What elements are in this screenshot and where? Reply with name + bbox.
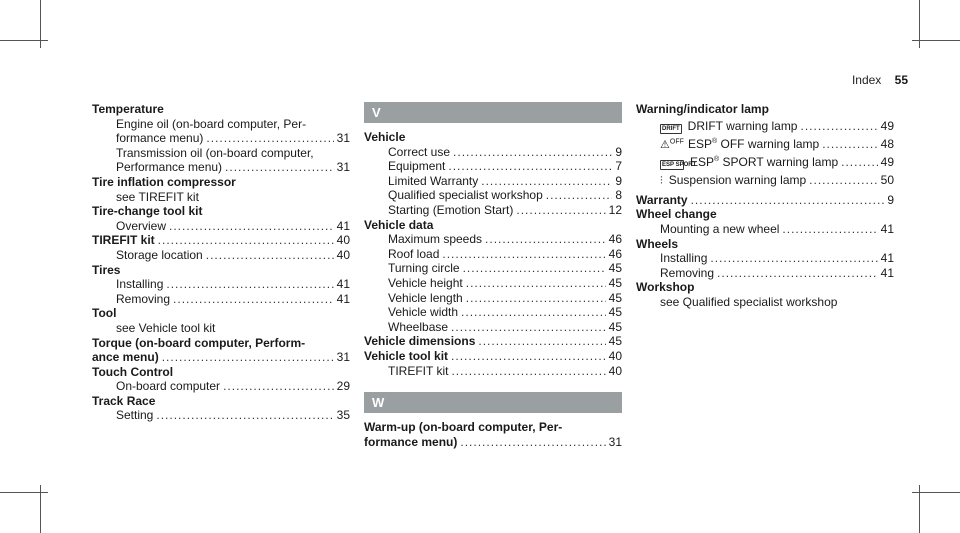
crop-mark — [0, 40, 48, 41]
index-entry[interactable]: DRIFT DRIFT warning lamp ..... 49 — [636, 119, 894, 134]
index-entry[interactable]: Vehicle dimensions ..... 45 — [364, 334, 622, 349]
index-entry[interactable]: Overview ..... 41 — [92, 219, 350, 234]
see-reference[interactable]: see Vehicle tool kit — [116, 320, 216, 335]
index-entry[interactable]: Removing ..... 41 — [636, 266, 894, 281]
index-entry[interactable]: Qualified specialist workshop ..... 8 — [364, 188, 622, 203]
page-header — [852, 73, 908, 87]
index-entry[interactable]: formance menu) ..... 31 — [92, 131, 350, 146]
index-heading: Tires — [92, 262, 121, 277]
index-heading: Track Race — [92, 393, 156, 408]
index-heading: Wheel change — [636, 207, 717, 222]
suspension-lamp-icon: ⫶ — [660, 175, 663, 188]
drift-lamp-icon: DRIFT — [662, 125, 680, 132]
see-reference[interactable]: see TIREFIT kit — [116, 189, 199, 204]
index-entry[interactable]: Vehicle tool kit ..... 40 — [364, 349, 622, 364]
index-heading: Vehicle — [364, 130, 406, 144]
index-entry[interactable]: Performance menu) ..... 31 — [92, 160, 350, 175]
index-entry[interactable]: Vehicle width ..... 45 — [364, 305, 622, 320]
index-heading: Warning/indicator lamp — [636, 102, 769, 116]
index-entry[interactable]: Starting (Emotion Start) ..... 12 — [364, 203, 622, 218]
index-entry[interactable]: Roof load ..... 46 — [364, 247, 622, 262]
index-entry-line: Engine oil (on-board computer, Per- — [116, 116, 307, 131]
index-entry[interactable]: Correct use ..... 9 — [364, 145, 622, 160]
esp-sport-lamp-icon: ESP SPORT — [662, 162, 697, 169]
index-entry[interactable]: Vehicle height ..... 45 — [364, 276, 622, 291]
index-entry-line: Transmission oil (on-board computer, — [116, 145, 314, 160]
index-entry[interactable]: ⚠$^{OFF}$ ESP® OFF warning lamp ..... 48 — [636, 137, 894, 153]
index-heading: Wheels — [636, 236, 679, 251]
index-entry[interactable]: TIREFIT kit ..... 40 — [92, 233, 350, 248]
esp-off-lamp-icon: ⚠$^{OFF}$ — [660, 137, 684, 151]
index-entry[interactable]: Storage location ..... 40 — [92, 248, 350, 263]
index-heading: Tool — [92, 306, 117, 321]
letter-section-w: W — [364, 392, 622, 413]
index-entry[interactable]: Installing ..... 41 — [92, 277, 350, 292]
index-entry[interactable]: Limited Warranty ..... 9 — [364, 174, 622, 189]
index-entry[interactable]: Installing ..... 41 — [636, 251, 894, 266]
index-entry[interactable]: Equipment ..... 7 — [364, 159, 622, 174]
header-label: Index — [851, 73, 882, 87]
see-reference[interactable]: see Qualified specialist workshop — [660, 294, 838, 309]
index-entry[interactable]: Warranty ..... 9 — [636, 193, 894, 208]
index-entry[interactable]: Setting ..... 35 — [92, 408, 350, 423]
index-heading: Tire-change tool kit — [92, 204, 203, 219]
index-entry[interactable]: TIREFIT kit ..... 40 — [364, 364, 622, 379]
page-number: 55 — [894, 73, 908, 87]
index-heading: Warm-up (on-board computer, Per- — [364, 420, 563, 435]
index-heading: Tire inflation compressor — [92, 174, 236, 189]
crop-mark — [912, 492, 960, 493]
index-entry[interactable]: Maximum speeds ..... 46 — [364, 232, 622, 247]
index-heading: Vehicle data — [364, 217, 434, 232]
index-heading: Workshop — [636, 280, 695, 295]
index-column-2 — [364, 102, 622, 449]
index-entry[interactable]: On-board computer ..... 29 — [92, 379, 350, 394]
crop-mark — [0, 492, 48, 493]
index-heading: Touch Control — [92, 364, 174, 379]
letter-section-v: V — [364, 102, 622, 123]
index-entry[interactable]: Vehicle length ..... 45 — [364, 291, 622, 306]
index-entry[interactable]: Turning circle ..... 45 — [364, 261, 622, 276]
crop-mark — [912, 40, 960, 41]
index-entry[interactable]: formance menu) ..... 31 — [364, 435, 622, 450]
index-entry[interactable]: ⫶ Suspension warning lamp ..... 50 — [636, 173, 894, 189]
index-entry[interactable]: Removing ..... 41 — [92, 292, 350, 307]
index-entry[interactable]: ance menu) ..... 31 — [92, 350, 350, 365]
index-entry[interactable]: Wheelbase ..... 45 — [364, 320, 622, 335]
index-entry[interactable]: ESP SPORT ESP® SPORT warning lamp ..... 49 — [636, 155, 894, 170]
index-column-3 — [636, 102, 894, 310]
index-heading: Torque (on-board computer, Perform- — [92, 335, 306, 350]
index-column-1 — [92, 102, 350, 423]
index-entry[interactable]: Mounting a new wheel ..... 41 — [636, 222, 894, 237]
index-heading: Temperature — [92, 102, 164, 116]
